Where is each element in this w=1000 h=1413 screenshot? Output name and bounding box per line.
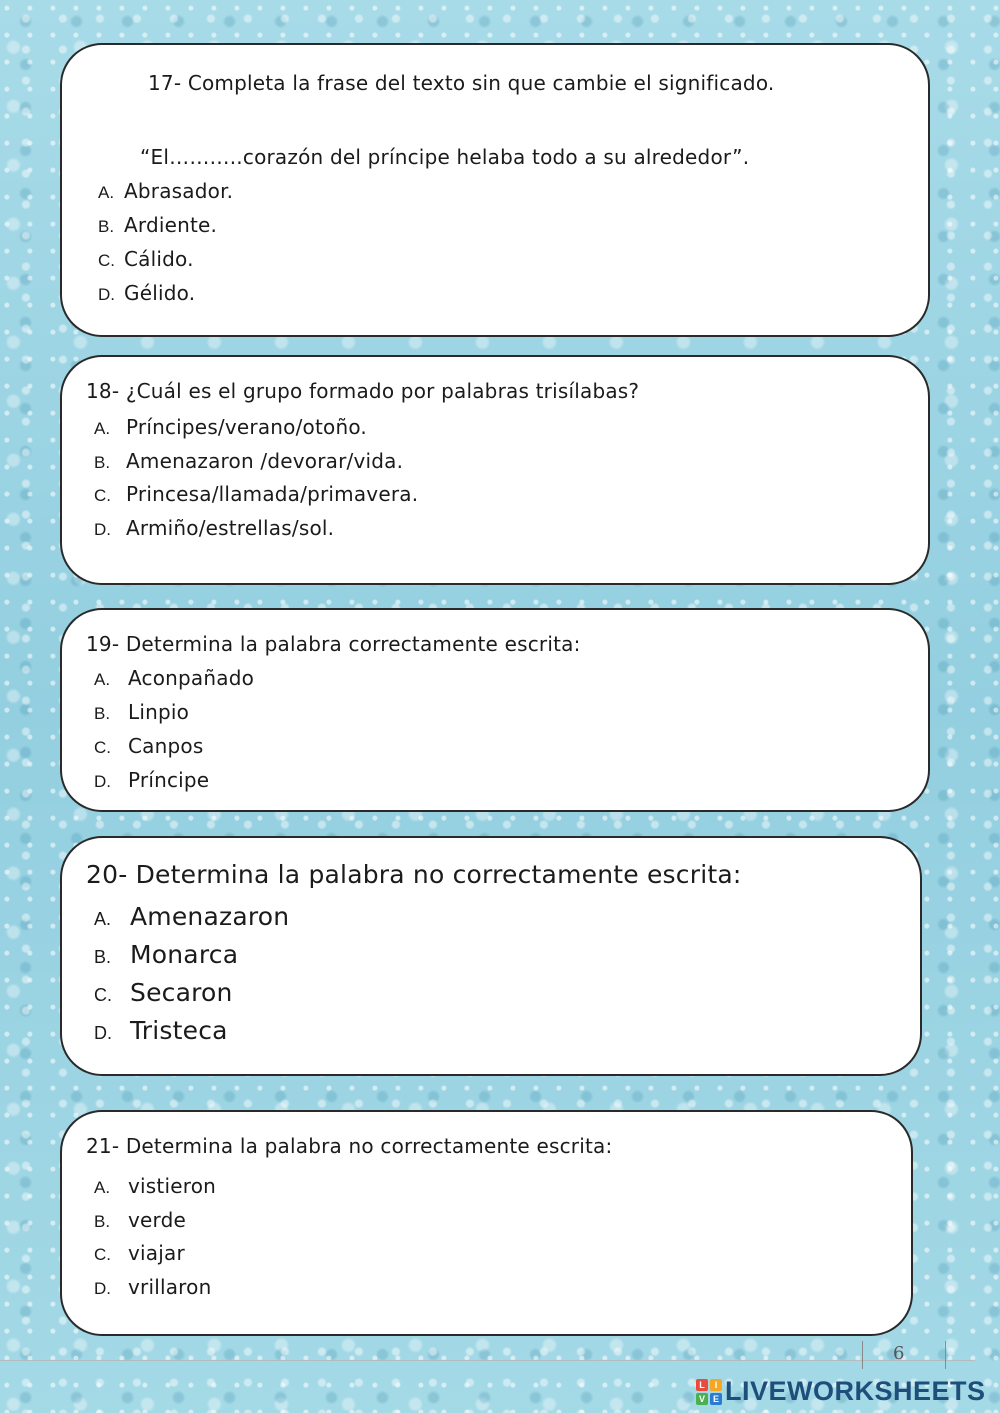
option-text: verde xyxy=(128,1207,187,1232)
option-letter: D. xyxy=(94,519,111,539)
option-letter: C. xyxy=(94,486,111,505)
option-text: Tristeca xyxy=(130,1016,228,1045)
option-text: Amenazaron /devorar/vida. xyxy=(126,448,404,473)
option-letter: A. xyxy=(94,419,111,438)
question-21-options xyxy=(94,1174,216,1308)
option-text: Amenazaron xyxy=(130,902,290,931)
logo-tile: V xyxy=(696,1393,708,1405)
option-c[interactable] xyxy=(94,734,254,768)
option-c[interactable] xyxy=(94,482,418,516)
option-letter: D. xyxy=(94,1023,112,1043)
liveworksheets-logo-icon xyxy=(696,1379,722,1405)
question-19-card xyxy=(60,608,930,812)
question-21-prompt: 21- Determina la palabra no correctamente escrita: xyxy=(86,1134,613,1158)
question-17-options xyxy=(98,179,233,315)
option-b[interactable] xyxy=(94,700,254,734)
option-b[interactable] xyxy=(98,213,233,247)
option-letter: B. xyxy=(94,704,111,723)
question-20-options xyxy=(94,902,289,1054)
option-text: Armiño/estrellas/sol. xyxy=(126,515,335,540)
option-b[interactable] xyxy=(94,449,418,483)
option-text: Príncipe xyxy=(128,768,210,792)
footer-divider xyxy=(0,1360,975,1361)
question-18-card xyxy=(60,355,930,585)
option-text: Canpos xyxy=(128,734,204,758)
option-letter: A. xyxy=(98,183,115,202)
logo-tile: I xyxy=(710,1379,722,1391)
option-text: viajar xyxy=(128,1241,185,1265)
option-a[interactable] xyxy=(94,666,254,700)
question-17-prompt: 17- Completa la frase del texto sin que cambie el significado. xyxy=(148,71,775,95)
option-letter: D. xyxy=(94,772,111,791)
question-17-sentence: “El………..corazón del príncipe helaba todo a su alrededor”. xyxy=(140,145,750,169)
option-letter: A. xyxy=(94,909,112,929)
option-c[interactable] xyxy=(98,247,233,281)
question-18-options xyxy=(94,415,418,549)
option-text: Linpio xyxy=(128,700,190,724)
option-text: Gélido. xyxy=(124,281,196,305)
option-text: Aconpañado xyxy=(128,666,255,690)
option-d[interactable] xyxy=(94,516,418,550)
option-letter: C. xyxy=(94,738,111,757)
option-letter: B. xyxy=(94,452,111,472)
option-text: Abrasador. xyxy=(124,179,234,203)
option-a[interactable] xyxy=(94,1174,216,1208)
logo-tile: L xyxy=(696,1379,708,1391)
question-19-options xyxy=(94,666,254,802)
option-letter: A. xyxy=(94,1178,111,1197)
question-21-card xyxy=(60,1110,913,1336)
option-text: vistieron xyxy=(128,1174,217,1198)
option-letter: C. xyxy=(98,251,115,270)
option-c[interactable] xyxy=(94,1241,216,1275)
option-letter: C. xyxy=(94,1245,111,1264)
option-d[interactable] xyxy=(94,768,254,802)
option-a[interactable] xyxy=(94,902,289,940)
option-text: Ardiente. xyxy=(124,213,218,237)
option-c[interactable] xyxy=(94,978,289,1016)
option-b[interactable] xyxy=(94,1208,216,1242)
question-18-prompt: 18- ¿Cuál es el grupo formado por palabras trisílabas? xyxy=(86,379,640,403)
option-letter: C. xyxy=(94,985,112,1005)
question-20-prompt: 20- Determina la palabra no correctamente escrita: xyxy=(86,860,742,889)
brand-name: LIVEWORKSHEETS xyxy=(725,1376,986,1406)
option-letter: B. xyxy=(94,1211,111,1231)
option-text: Secaron xyxy=(130,978,233,1007)
question-19-prompt: 19- Determina la palabra correctamente escrita: xyxy=(86,632,581,656)
logo-tile: E xyxy=(710,1393,722,1405)
option-letter: D. xyxy=(98,285,115,304)
option-d[interactable] xyxy=(94,1016,289,1054)
option-b[interactable] xyxy=(94,940,289,978)
option-a[interactable] xyxy=(94,415,418,449)
option-text: Princesa/llamada/primavera. xyxy=(126,482,419,506)
page-number: 6 xyxy=(893,1343,905,1364)
option-letter: A. xyxy=(94,670,111,689)
liveworksheets-logo[interactable] xyxy=(696,1376,986,1407)
option-text: vrillaron xyxy=(128,1274,212,1299)
option-letter: B. xyxy=(94,947,112,967)
option-d[interactable] xyxy=(98,281,233,315)
option-a[interactable] xyxy=(98,179,233,213)
question-17-card xyxy=(60,43,930,337)
option-d[interactable] xyxy=(94,1275,216,1309)
option-text: Monarca xyxy=(130,940,239,969)
option-letter: B. xyxy=(98,217,115,236)
option-text: Cálido. xyxy=(124,247,194,271)
option-letter: D. xyxy=(94,1278,111,1298)
question-20-card xyxy=(60,836,922,1076)
option-text: Príncipes/verano/otoño. xyxy=(126,415,367,439)
